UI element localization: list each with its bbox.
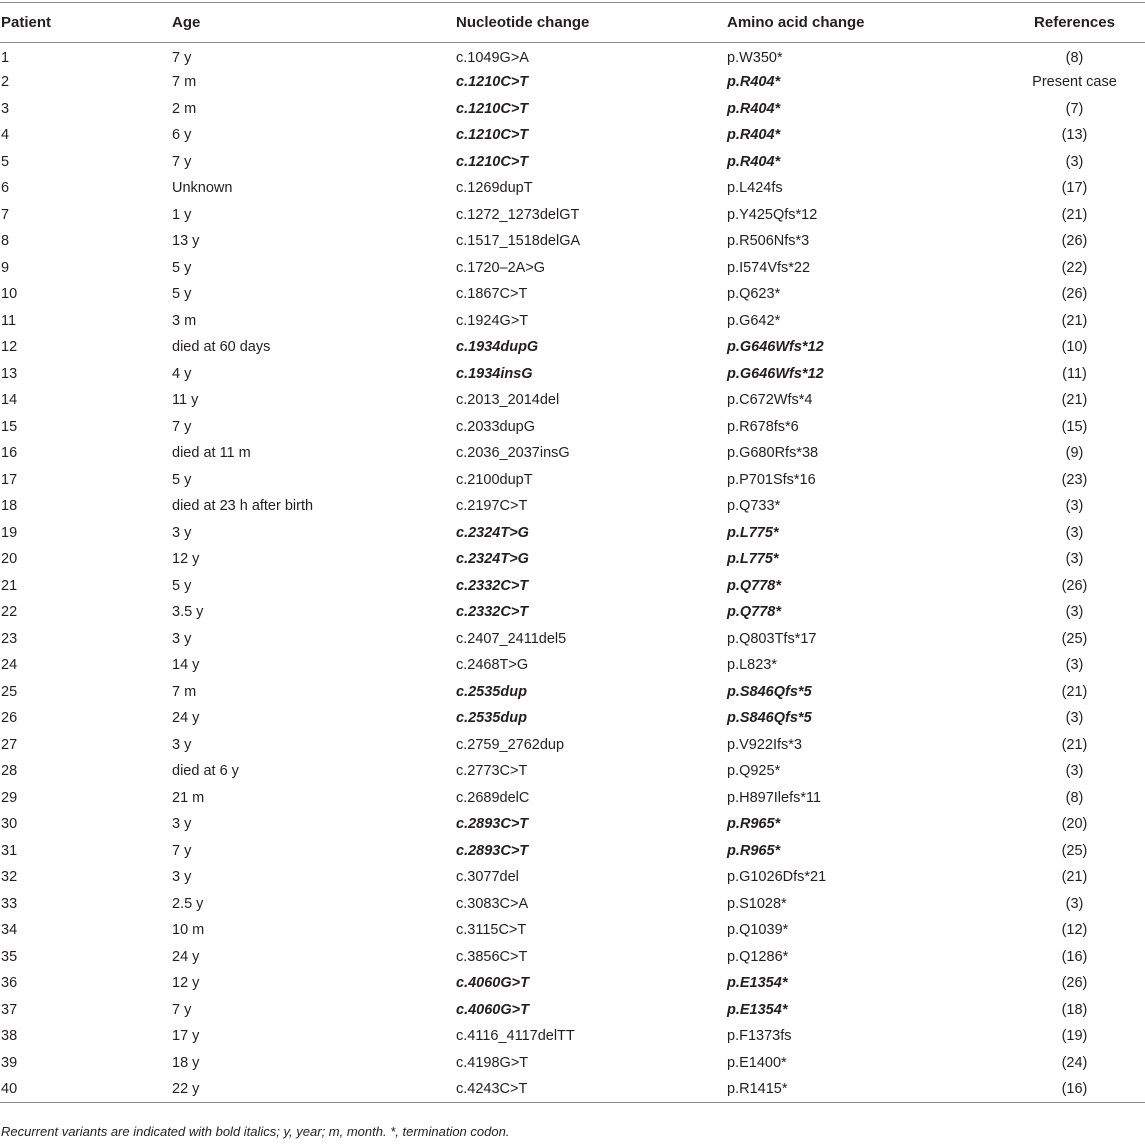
table-body [0, 43, 1145, 1103]
cell-age: 7 y [172, 1001, 192, 1018]
cell-nucleotide-change: c.2332C>T [456, 577, 529, 594]
cell-age: 17 y [172, 1028, 200, 1045]
cell-nucleotide-change: c.1867C>T [456, 286, 528, 303]
table-footnote: Recurrent variants are indicated with bold italics; y, year; m, month. *, termination codon. [1, 1124, 510, 1139]
cell-amino-acid-change: p.R965* [727, 816, 781, 833]
cell-amino-acid-change: p.R404* [727, 153, 781, 170]
cell-age: 24 y [172, 710, 200, 727]
cell-age: 3 y [172, 524, 192, 541]
cell-patient: 12 [1, 339, 18, 356]
cell-patient: 40 [0, 1076, 171, 1103]
cell-patient: 36 [1, 975, 18, 992]
table-row [0, 626, 1145, 653]
cell-nucleotide-change: c.1210C>T [456, 100, 529, 117]
cell-reference: (21) [1061, 392, 1088, 409]
cell-nucleotide-change: c.2197C>T [456, 498, 528, 515]
cell-patient: 39 [1, 1054, 18, 1071]
cell-reference: (26) [1061, 233, 1088, 250]
cell-age: died at 6 y [172, 763, 239, 780]
cell-amino-acid-change: p.F1373fs [727, 1028, 792, 1045]
cell-amino-acid-change: p.L775* [727, 551, 779, 568]
cell-patient: 34 [1, 922, 18, 939]
cell-nucleotide-change: c.2468T>G [456, 657, 529, 674]
table-row [0, 652, 1145, 679]
cell-patient: 16 [1, 445, 18, 462]
table-row [0, 997, 1145, 1024]
header-amino-acid-change: Amino acid change [726, 3, 1004, 43]
cell-age: 7 y [172, 418, 192, 435]
cell-patient: 8 [1, 233, 10, 250]
table-row [0, 308, 1145, 335]
table-row [0, 96, 1145, 123]
table-row [0, 361, 1145, 388]
cell-age: Unknown [172, 180, 233, 197]
header-patient: Patient [0, 3, 171, 43]
cell-age: 5 y [172, 577, 192, 594]
cell-patient: 3 [1, 100, 10, 117]
cell-reference: (3) [1065, 895, 1084, 912]
table-row [0, 149, 1145, 176]
table-row [0, 440, 1145, 467]
cell-nucleotide-change: c.3077del [456, 869, 519, 886]
table-header-row [0, 3, 1145, 43]
cell-nucleotide-change: c.1720–2A>G [456, 259, 546, 276]
cell-age: 24 y [172, 948, 200, 965]
table-row [0, 175, 1145, 202]
cell-patient: 29 [1, 789, 18, 806]
cell-reference: (24) [1061, 1054, 1088, 1071]
cell-amino-acid-change: p.S846Qfs*5 [727, 710, 812, 727]
cell-amino-acid-change: p.I574Vfs*22 [727, 259, 811, 276]
variants-table [0, 2, 1145, 1103]
table-row [0, 785, 1145, 812]
cell-reference: (8) [1065, 50, 1084, 66]
table-row [0, 732, 1145, 759]
header-nucleotide-change: Nucleotide change [455, 3, 726, 43]
cell-amino-acid-change: p.Q623* [727, 286, 781, 303]
cell-amino-acid-change: p.L823* [727, 657, 777, 674]
cell-nucleotide-change: c.1924G>T [456, 312, 529, 329]
cell-nucleotide-change: c.2535dup [456, 710, 527, 727]
cell-reference: (26) [1061, 975, 1088, 992]
cell-amino-acid-change: p.Y425Qfs*12 [727, 206, 818, 223]
cell-patient: 38 [1, 1028, 18, 1045]
cell-amino-acid-change: p.W350* [727, 50, 783, 66]
cell-nucleotide-change: c.4116_4117delTT [456, 1028, 575, 1045]
table-row [0, 838, 1145, 865]
cell-nucleotide-change: c.2324T>G [456, 551, 529, 568]
header-references: References [1004, 3, 1145, 43]
cell-nucleotide-change: c.3115C>T [456, 922, 527, 939]
cell-age: 18 y [172, 1054, 200, 1071]
cell-amino-acid-change: p.R965* [727, 842, 781, 859]
cell-amino-acid-change: p.R1415* [726, 1076, 1004, 1103]
cell-reference: (3) [1065, 657, 1084, 674]
cell-patient: 31 [1, 842, 18, 859]
cell-amino-acid-change: p.L775* [727, 524, 779, 541]
cell-amino-acid-change: p.Q778* [727, 577, 781, 594]
table-row [0, 599, 1145, 626]
cell-reference: Present case [1032, 74, 1117, 91]
cell-patient: 10 [1, 286, 18, 303]
cell-patient: 15 [1, 418, 18, 435]
table-row [0, 546, 1145, 573]
cell-age: 6 y [172, 127, 192, 144]
cell-age: 7 y [172, 842, 192, 859]
cell-nucleotide-change: c.2332C>T [456, 604, 529, 621]
table-row [0, 202, 1145, 229]
cell-reference: (21) [1061, 683, 1088, 700]
cell-nucleotide-change: c.2013_2014del [456, 392, 560, 409]
cell-nucleotide-change: c.3856C>T [456, 948, 528, 965]
cell-nucleotide-change: c.1272_1273delGT [456, 206, 580, 223]
cell-patient: 18 [1, 498, 18, 515]
cell-age: 10 m [172, 922, 205, 939]
cell-amino-acid-change: p.E1354* [727, 975, 788, 992]
cell-reference: (9) [1065, 445, 1084, 462]
cell-amino-acid-change: p.E1400* [727, 1054, 787, 1071]
cell-patient: 9 [1, 259, 10, 276]
cell-reference: (16) [1061, 948, 1088, 965]
cell-age: 5 y [172, 259, 192, 276]
cell-patient: 2 [1, 74, 10, 91]
table-row [0, 758, 1145, 785]
cell-reference: (13) [1061, 127, 1088, 144]
cell-patient: 17 [1, 471, 18, 488]
cell-age: 3 y [172, 736, 192, 753]
cell-patient: 19 [1, 524, 18, 541]
cell-reference: (21) [1061, 312, 1088, 329]
cell-patient: 26 [1, 710, 18, 727]
cell-reference: (21) [1061, 869, 1088, 886]
cell-patient: 25 [1, 683, 18, 700]
table-row [0, 467, 1145, 494]
cell-reference: (26) [1061, 286, 1088, 303]
cell-amino-acid-change: p.Q1286* [727, 948, 789, 965]
cell-nucleotide-change: c.2773C>T [456, 763, 528, 780]
cell-reference: (20) [1061, 816, 1088, 833]
table-row [0, 414, 1145, 441]
cell-age: 7 y [172, 50, 192, 66]
table-row [0, 1076, 1145, 1103]
cell-amino-acid-change: p.V922Ifs*3 [727, 736, 802, 753]
cell-nucleotide-change: c.2893C>T [456, 842, 529, 859]
cell-patient: 22 [1, 604, 18, 621]
cell-nucleotide-change: c.2033dupG [456, 418, 536, 435]
cell-age: 5 y [172, 471, 192, 488]
cell-patient: 7 [1, 206, 10, 223]
cell-age: 14 y [172, 657, 200, 674]
cell-nucleotide-change: c.2407_2411del5 [456, 630, 567, 647]
cell-age: 21 m [172, 789, 205, 806]
cell-patient: 4 [1, 127, 10, 144]
cell-age: died at 11 m [172, 445, 251, 462]
table-row [0, 281, 1145, 308]
table-row [0, 387, 1145, 414]
cell-amino-acid-change: p.G642* [727, 312, 781, 329]
cell-patient: 21 [1, 577, 18, 594]
cell-age: 7 y [172, 153, 192, 170]
cell-patient: 20 [1, 551, 18, 568]
table-row [0, 573, 1145, 600]
cell-nucleotide-change: c.1934dupG [456, 339, 539, 356]
cell-reference: (3) [1065, 153, 1084, 170]
cell-amino-acid-change: p.C672Wfs*4 [727, 392, 813, 409]
cell-amino-acid-change: p.E1354* [727, 1001, 788, 1018]
table-row [0, 917, 1145, 944]
cell-reference: (3) [1065, 604, 1084, 621]
cell-age: 12 y [172, 551, 200, 568]
cell-nucleotide-change: c.1210C>T [456, 127, 529, 144]
cell-reference: (3) [1065, 551, 1084, 568]
cell-reference: (21) [1061, 206, 1088, 223]
cell-amino-acid-change: p.P701Sfs*16 [727, 471, 816, 488]
cell-amino-acid-change: p.S846Qfs*5 [727, 683, 812, 700]
table-row [0, 122, 1145, 149]
table-row [0, 970, 1145, 997]
cell-nucleotide-change: c.2689delC [456, 789, 530, 806]
cell-patient: 30 [1, 816, 18, 833]
cell-patient: 5 [1, 153, 10, 170]
cell-nucleotide-change: c.2535dup [456, 683, 527, 700]
cell-nucleotide-change: c.2893C>T [456, 816, 529, 833]
cell-amino-acid-change: p.Q1039* [727, 922, 789, 939]
cell-age: 3 y [172, 816, 192, 833]
cell-nucleotide-change: c.2100dupT [456, 471, 533, 488]
cell-patient: 24 [1, 657, 18, 674]
cell-patient: 35 [1, 948, 18, 965]
cell-age: 13 y [172, 233, 200, 250]
cell-amino-acid-change: p.G646Wfs*12 [727, 339, 824, 356]
cell-nucleotide-change: c.4060G>T [456, 1001, 529, 1018]
cell-patient: 28 [1, 763, 18, 780]
cell-amino-acid-change: p.R404* [727, 127, 781, 144]
cell-reference: (17) [1061, 180, 1088, 197]
cell-nucleotide-change: c.3083C>A [456, 895, 529, 912]
cell-amino-acid-change: p.Q778* [727, 604, 781, 621]
cell-patient: 37 [1, 1001, 18, 1018]
table-row [0, 255, 1145, 282]
cell-nucleotide-change: c.1269dupT [456, 180, 533, 197]
cell-age: 4 y [172, 365, 192, 382]
cell-reference: (3) [1065, 710, 1084, 727]
cell-patient: 6 [1, 180, 10, 197]
cell-amino-acid-change: p.G646Wfs*12 [727, 365, 824, 382]
table-row [0, 520, 1145, 547]
cell-patient: 1 [1, 50, 10, 66]
table-row [0, 493, 1145, 520]
cell-reference: (3) [1065, 498, 1084, 515]
cell-age: 3 y [172, 869, 192, 886]
cell-nucleotide-change: c.1049G>A [456, 50, 529, 66]
cell-reference: (3) [1065, 763, 1084, 780]
cell-nucleotide-change: c.1210C>T [456, 74, 529, 91]
cell-reference: (7) [1065, 100, 1084, 117]
cell-patient: 13 [1, 365, 18, 382]
cell-nucleotide-change: c.2759_2762dup [456, 736, 565, 753]
cell-amino-acid-change: p.R506Nfs*3 [727, 233, 810, 250]
table-row [0, 811, 1145, 838]
cell-amino-acid-change: p.G680Rfs*38 [727, 445, 819, 462]
header-age: Age [171, 3, 455, 43]
cell-amino-acid-change: p.L424fs [727, 180, 783, 197]
cell-nucleotide-change: c.1210C>T [456, 153, 529, 170]
cell-amino-acid-change: p.Q925* [727, 763, 781, 780]
cell-amino-acid-change: p.Q803Tfs*17 [727, 630, 817, 647]
cell-patient: 33 [1, 895, 18, 912]
cell-reference: (19) [1061, 1028, 1088, 1045]
table-row [0, 334, 1145, 361]
cell-reference: (15) [1061, 418, 1088, 435]
cell-age: 22 y [171, 1076, 455, 1103]
cell-patient: 32 [1, 869, 18, 886]
cell-reference: (3) [1065, 524, 1084, 541]
cell-amino-acid-change: p.H897Ilefs*11 [727, 789, 822, 806]
cell-nucleotide-change: c.1517_1518delGA [456, 233, 581, 250]
cell-amino-acid-change: p.Q733* [727, 498, 781, 515]
table-row [0, 864, 1145, 891]
cell-age: 2 m [172, 100, 197, 117]
cell-age: 3 m [172, 312, 197, 329]
table-row [0, 679, 1145, 706]
cell-age: died at 60 days [172, 339, 271, 356]
cell-age: 7 m [172, 683, 197, 700]
cell-reference: (25) [1061, 842, 1088, 859]
cell-reference: (16) [1004, 1076, 1145, 1103]
cell-reference: (23) [1061, 471, 1088, 488]
table-row [0, 891, 1145, 918]
table-row [0, 69, 1145, 96]
cell-age: 3.5 y [172, 604, 204, 621]
cell-nucleotide-change: c.1934insG [456, 365, 533, 382]
cell-age: 11 y [172, 392, 199, 409]
cell-age: 12 y [172, 975, 200, 992]
cell-nucleotide-change: c.4243C>T [455, 1076, 726, 1103]
cell-amino-acid-change: p.R404* [727, 74, 781, 91]
cell-nucleotide-change: c.2036_2037insG [456, 445, 570, 462]
cell-age: 2.5 y [172, 895, 204, 912]
cell-reference: (25) [1061, 630, 1088, 647]
cell-nucleotide-change: c.4198G>T [456, 1054, 529, 1071]
table-row [0, 705, 1145, 732]
cell-age: 1 y [172, 206, 192, 223]
table-row [0, 228, 1145, 255]
cell-reference: (10) [1061, 339, 1088, 356]
cell-reference: (18) [1061, 1001, 1088, 1018]
cell-patient: 11 [1, 312, 17, 329]
cell-age: 7 m [172, 74, 197, 91]
cell-patient: 27 [1, 736, 18, 753]
cell-reference: (11) [1062, 365, 1087, 382]
cell-age: 3 y [172, 630, 192, 647]
cell-reference: (8) [1065, 789, 1084, 806]
table-row [0, 944, 1145, 971]
cell-patient: 23 [1, 630, 18, 647]
table-row [0, 1023, 1145, 1050]
cell-age: died at 23 h after birth [172, 498, 314, 515]
table-row [0, 1050, 1145, 1077]
cell-reference: (26) [1061, 577, 1088, 594]
cell-nucleotide-change: c.2324T>G [456, 524, 529, 541]
cell-nucleotide-change: c.4060G>T [456, 975, 529, 992]
cell-patient: 14 [1, 392, 18, 409]
cell-amino-acid-change: p.R404* [727, 100, 781, 117]
cell-age: 5 y [172, 286, 192, 303]
cell-amino-acid-change: p.R678fs*6 [727, 418, 799, 435]
cell-reference: (21) [1061, 736, 1088, 753]
table-row [0, 43, 1145, 70]
cell-amino-acid-change: p.G1026Dfs*21 [727, 869, 827, 886]
cell-reference: (12) [1061, 922, 1088, 939]
cell-amino-acid-change: p.S1028* [727, 895, 787, 912]
cell-reference: (22) [1061, 259, 1088, 276]
